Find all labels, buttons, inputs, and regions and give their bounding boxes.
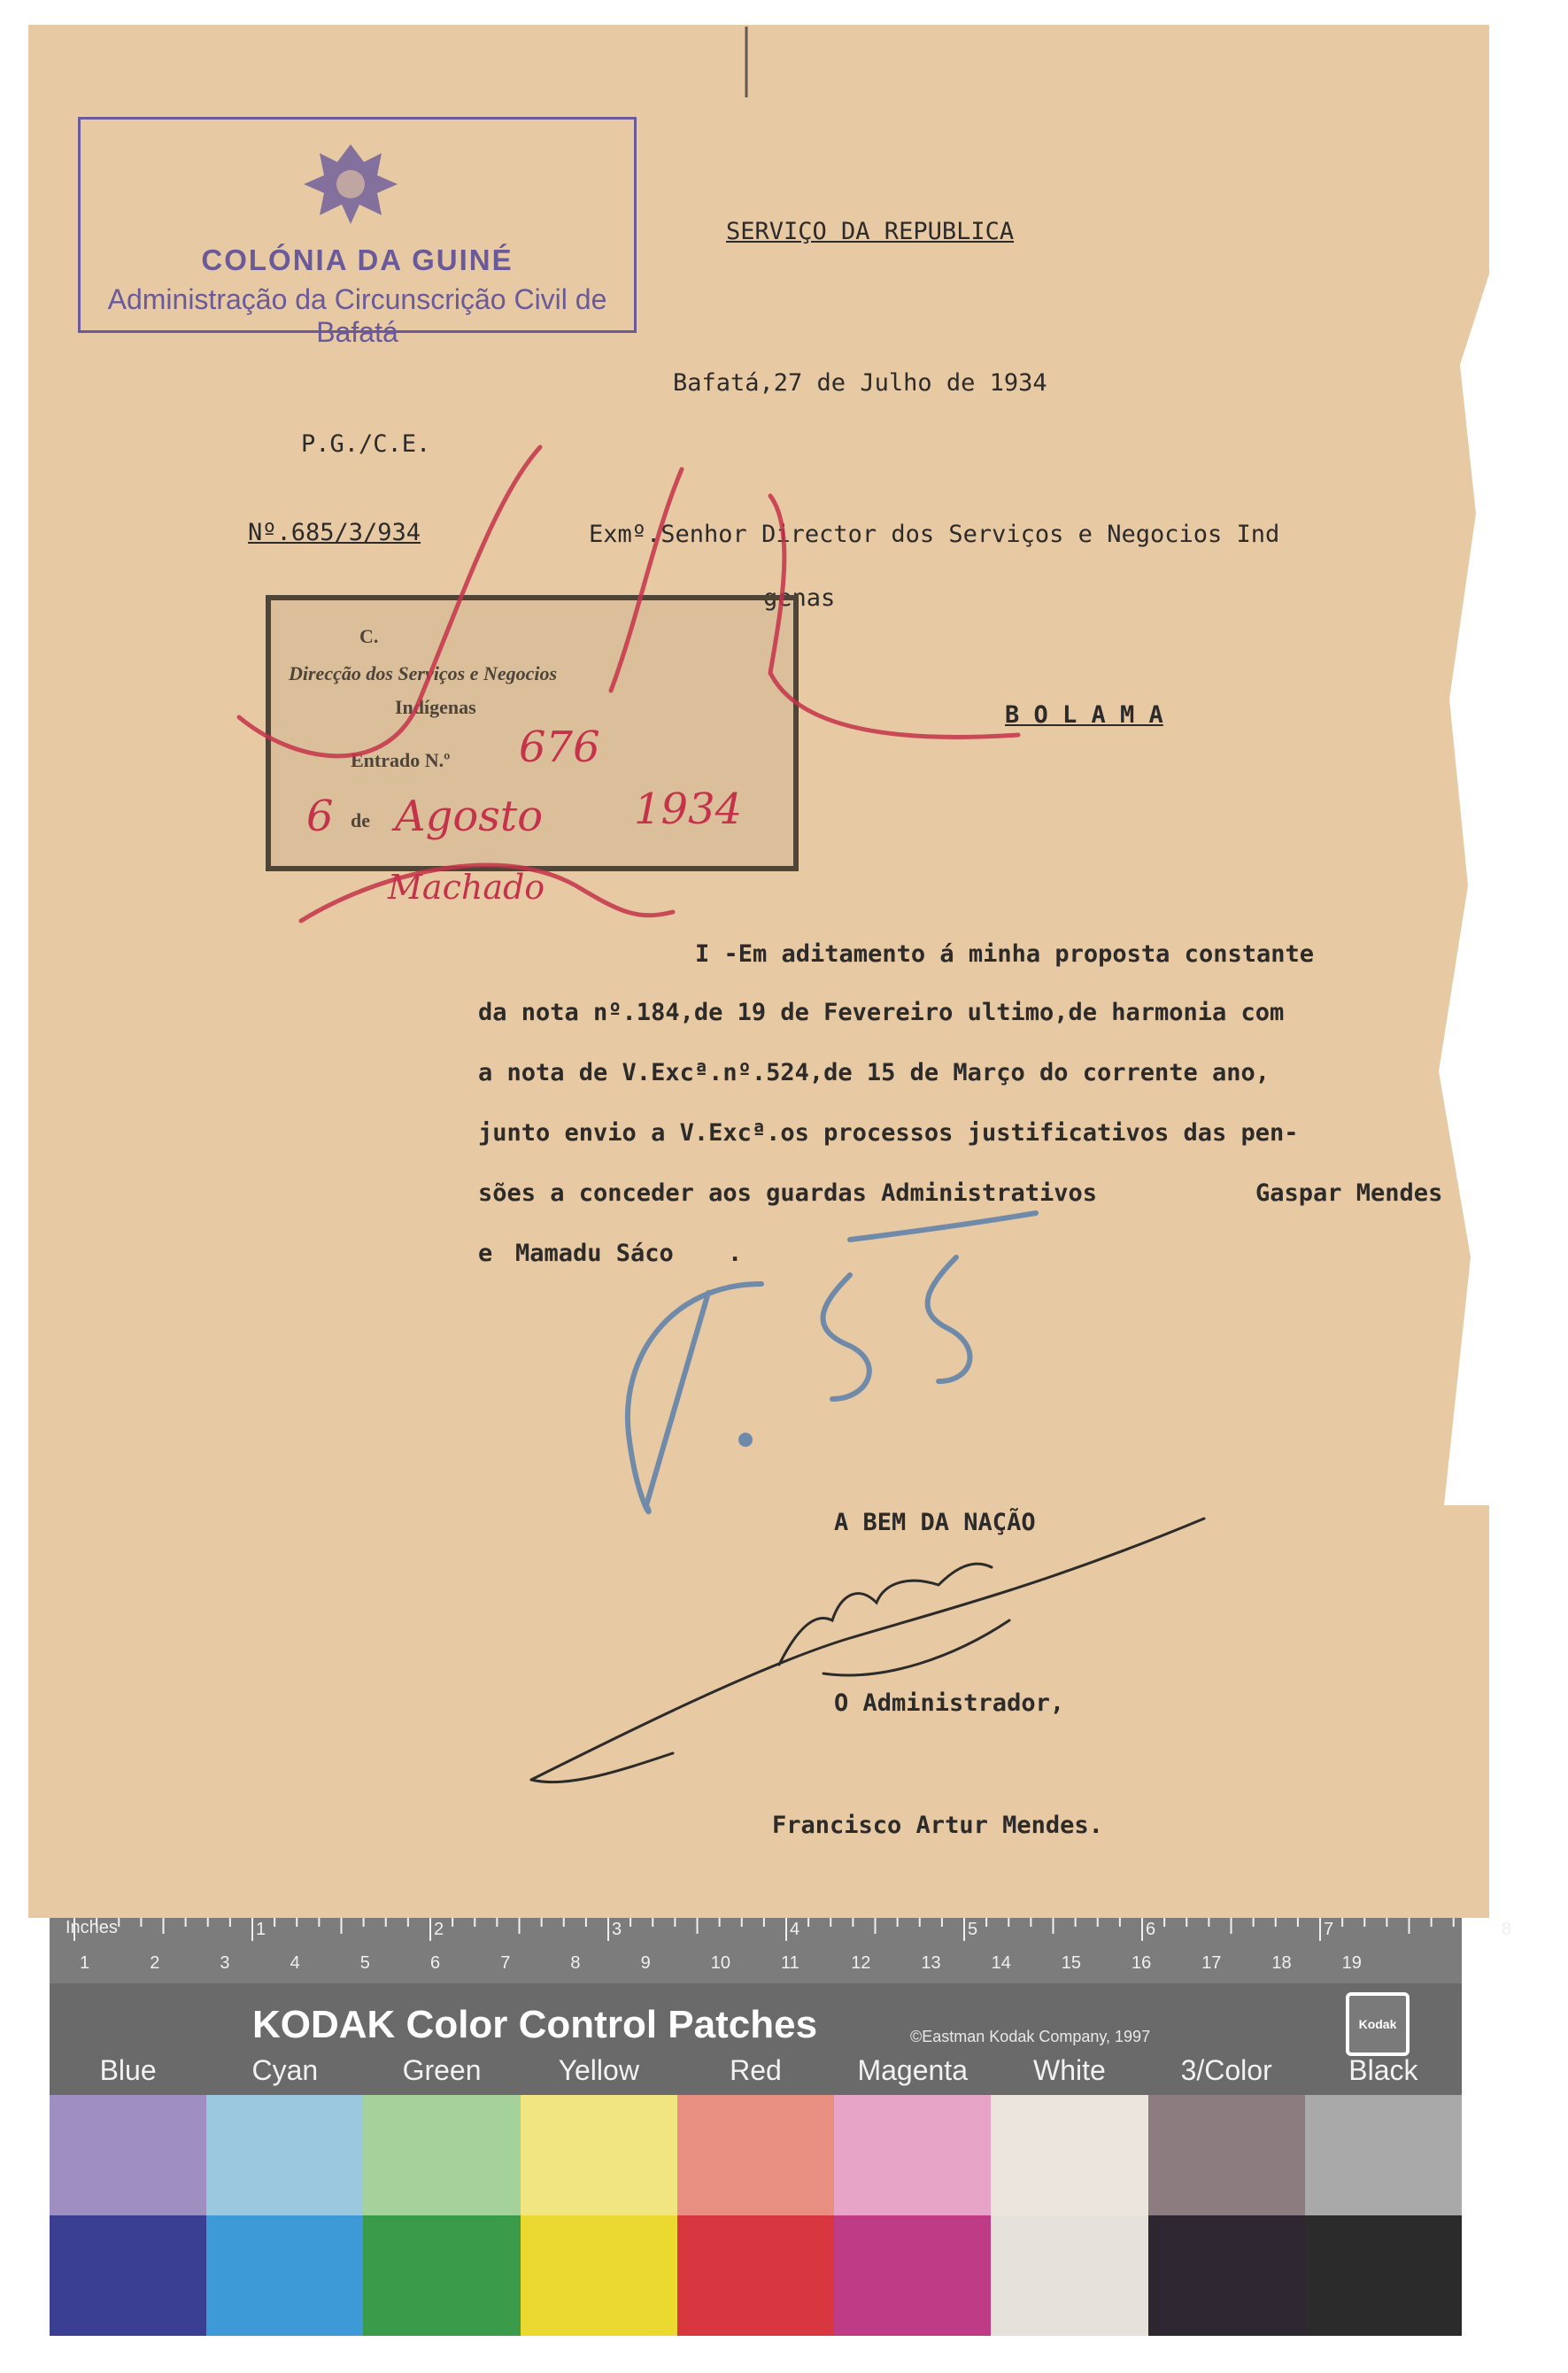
received-stamp-year: 1934 [634, 785, 743, 834]
patch-label: 3/Color [1180, 2054, 1272, 2086]
red-pencil-stroke [239, 447, 540, 756]
blue-pencil-dot [741, 1435, 750, 1444]
body-line-3: a nota de V.Excª.nº.524,de 15 de Março do corrente ano, [478, 1059, 1271, 1086]
body-end-period: . [728, 1240, 743, 1267]
color-patch-top [50, 2095, 206, 2215]
ruler-cm-mark: 17 [1201, 1953, 1222, 1973]
blue-pencil-annotation [928, 1257, 970, 1381]
color-patches [50, 2095, 1462, 2336]
addressee-city: B O L A M A [1005, 701, 1163, 729]
blue-pencil-annotation [823, 1275, 869, 1399]
body-line-1: I -Em aditamento á minha proposta constante [695, 940, 1314, 968]
patch-label: Red [730, 2054, 782, 2086]
received-stamp-line-1: C. [359, 625, 379, 647]
place-date: Bafatá,27 de Julho de 1934 [673, 369, 1047, 397]
color-patch-bottom [50, 2215, 206, 2336]
blue-pencil-annotation [628, 1284, 761, 1511]
ruler-cm-mark: 19 [1341, 1953, 1362, 1973]
document-number: Nº.685/3/934 [248, 519, 421, 546]
ruler-cm-mark: 16 [1132, 1953, 1152, 1973]
patch-label: Blue [99, 2054, 157, 2086]
closing-phrase: A BEM DA NAÇÃO [834, 1509, 1036, 1536]
color-patch-bottom [1305, 2215, 1462, 2336]
patch-label: White [1033, 2054, 1106, 2086]
signatory-name: Francisco Artur Mendes. [772, 1812, 1103, 1839]
color-patch-top [1148, 2095, 1305, 2215]
inches-label: Inches [66, 1918, 118, 1937]
ruler-inch-mark: 8 [1502, 1920, 1512, 1939]
colony-stamp-title: COLÓNIA DA GUINÉ [201, 243, 514, 276]
color-patch-top [991, 2095, 1147, 2215]
ruler-cm-mark: 15 [1061, 1953, 1082, 1973]
addressee-line-2: genas [763, 584, 836, 612]
ruler-cm-mark: 3 [220, 1953, 230, 1973]
color-patch-top [834, 2095, 991, 2215]
name-gaspar-mendes: Gaspar Mendes [1255, 1179, 1443, 1207]
ruler-cm-mark: 18 [1271, 1953, 1292, 1973]
signature-stroke [823, 1620, 1009, 1675]
ruler-cm-mark: 14 [991, 1953, 1011, 1973]
red-pencil-stroke [611, 469, 682, 691]
body-line-6: e [478, 1240, 493, 1267]
signatory-title: O Administrador, [834, 1689, 1065, 1717]
patch-label: Green [402, 2054, 482, 2086]
blue-pencil-annotation [850, 1213, 1036, 1240]
body-line-2: da nota nº.184,de 19 de Fevereiro ultimo,de harmonia com [478, 999, 1285, 1026]
ruler-cm-mark: 8 [570, 1953, 581, 1973]
received-stamp-line-3: Indígenas [395, 696, 476, 718]
ruler-cm-mark: 9 [640, 1953, 651, 1973]
ruler-inch-mark: 6 [1146, 1920, 1156, 1939]
color-patch-top [521, 2095, 677, 2215]
kodak-logo-icon: Kodak [1346, 1992, 1410, 2056]
document-header: SERVIÇO DA REPUBLICA [726, 218, 1015, 245]
ruler-cm-mark: 5 [359, 1953, 370, 1973]
patch-labels [50, 2054, 1462, 2095]
signature-stroke [531, 1753, 673, 1782]
received-stamp-line-2: Direcção dos Serviços e Negocios [289, 662, 558, 684]
colony-stamp-subtitle: Administração da Circunscrição Civil de Bafatá [107, 283, 607, 348]
ruler-cm-mark: 4 [290, 1953, 300, 1973]
ruler-cm-mark: 2 [150, 1953, 160, 1973]
color-patch-top [206, 2095, 363, 2215]
color-patch-bottom [991, 2215, 1147, 2336]
kodak-title: KODAK Color Control Patches [252, 2003, 818, 2046]
color-patch-bottom [521, 2215, 677, 2336]
addressee-line-1: Exmº.Senhor Director dos Serviços e Negocios Ind [589, 521, 1280, 548]
color-patch-top [363, 2095, 520, 2215]
color-patch-top [1305, 2095, 1462, 2215]
received-initials: Machado [388, 868, 545, 907]
ruler-cm-mark: 10 [710, 1953, 731, 1973]
patch-label: Magenta [857, 2054, 968, 2086]
received-stamp-entry-label: Entrado N.º [351, 749, 451, 771]
ruler-cm-mark: 12 [851, 1953, 871, 1973]
ruler-cm-mark: 11 [781, 1953, 799, 1973]
color-patch-bottom [206, 2215, 363, 2336]
body-line-4: junto envio a V.Excª.os processos justificativos das pen- [478, 1119, 1299, 1147]
name-mamadu-saco: Mamadu Sáco [515, 1240, 674, 1267]
ruler-inch-mark: 2 [434, 1920, 444, 1939]
red-pencil-stroke [770, 496, 1018, 737]
color-patch-bottom [363, 2215, 520, 2336]
color-patch-bottom [677, 2215, 834, 2336]
patch-label: Yellow [558, 2054, 639, 2086]
received-stamp-de: de [351, 809, 370, 831]
kodak-copyright: ©Eastman Kodak Company, 1997 [910, 2028, 1151, 2045]
body-line-5: sões a conceder aos guardas Administrativos [478, 1179, 1097, 1207]
ruler-inch-mark: 4 [790, 1920, 800, 1939]
received-stamp-entry-number: 676 [519, 723, 600, 772]
color-patch-bottom [1148, 2215, 1305, 2336]
reference-code: P.G./C.E. [301, 430, 431, 458]
patch-label: Cyan [251, 2054, 319, 2086]
ruler-cm-mark: 6 [430, 1953, 441, 1973]
ruler-cm-mark: 7 [500, 1953, 511, 1973]
ruler-cm-mark: 13 [921, 1953, 941, 1973]
ruler-inch-mark: 7 [1324, 1920, 1334, 1939]
patch-label: Black [1348, 2054, 1418, 2086]
ruler-inch-mark: 1 [256, 1920, 266, 1939]
color-patch-bottom [834, 2215, 991, 2336]
received-stamp-day: 6 [306, 792, 334, 841]
color-patch-top [677, 2095, 834, 2215]
signature-stroke [531, 1519, 1204, 1780]
ruler-inch-mark: 5 [968, 1920, 978, 1939]
ruler-cm-mark: 1 [80, 1953, 90, 1973]
received-stamp-month: Agosto [395, 792, 544, 841]
red-pencil-stroke [301, 865, 673, 921]
ruler-inch-mark: 3 [612, 1920, 622, 1939]
